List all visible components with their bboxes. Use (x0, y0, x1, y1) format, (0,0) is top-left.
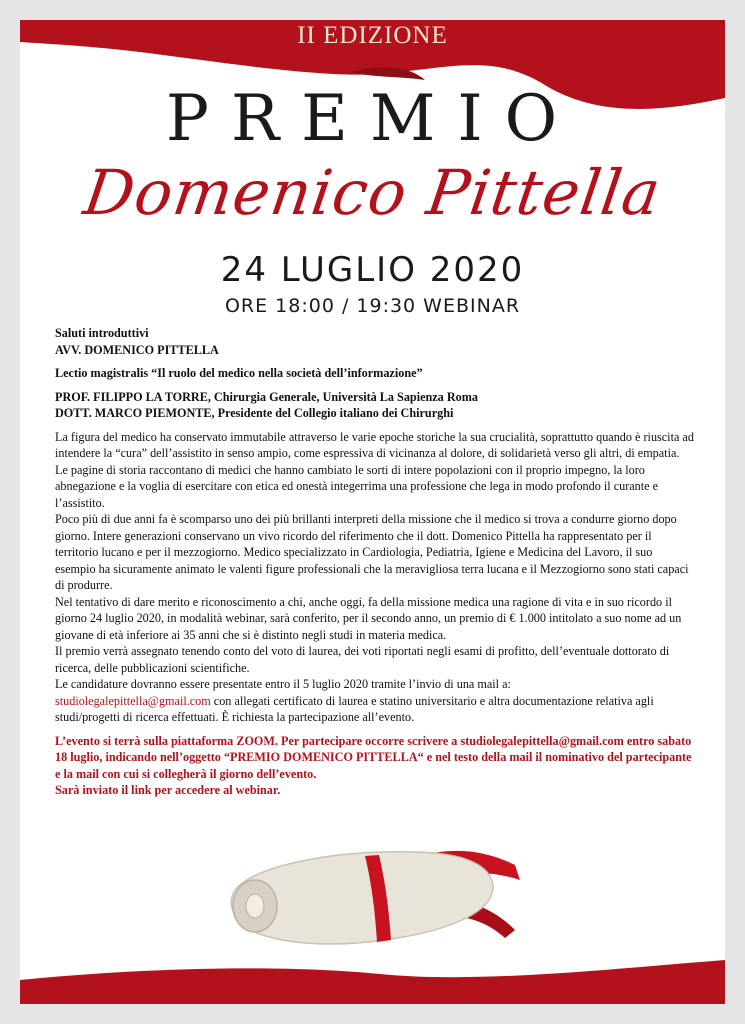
paragraph-3: Poco più di due anni fa è scomparso uno dei più brillanti interpreti della missione che il medico si trova a condurre giorno dopo giorno. Intere generazioni conservano un vivo ricordo del riferimento che il dott. Domenico Pittella ha rappresentato per il territorio lucano e per il mezzogiorno. Medico specializzato in Cardiologia, Pediatria, Igiene e Medicina del Lavoro, il suo esempio ha sicuramente animato le valenti figure professionali che la meravigliosa terra lucana e il Mezzogiorno sono stati capaci di produrre. (55, 512, 689, 592)
zoom-notice: L’evento si terrà sulla piattaforma ZOOM. Per partecipare occorre scrivere a studiolegalepittella@gmail.com entro sabato 18 luglio, indicando nell’oggetto “PREMIO DOMENICO PITTELLA“ e nel testo della mail il nominativo del partecipante e la mail con cui si collegherà il giorno dell’evento. (55, 733, 692, 781)
paragraph-1: La figura del medico ha conservato immutabile attraverso le varie epoche storiche la sua crucialità, soprattutto quando è riuscita ad intendere la “cura” dell’assistito in senso ampio, come espressiva di vicinanza al dolore, di solidarietà verso gli altri, di empatia. (55, 429, 694, 460)
page-title: PREMIO (165, 82, 580, 156)
speaker-2-name: DOTT. MARCO PIEMONTE (55, 406, 212, 420)
greetings-label: Saluti introduttivi (55, 326, 149, 340)
paragraph-4: Nel tentativo di dare merito e riconoscimento a chi, anche oggi, fa della missione medica una ragione di vita e in suo ricordo il giorno 24 luglio 2020, in modalità webinar, sarà conferito, per il secondo anno, un premio di € 1.000 intitolato a suo nome ad un giovane di età inferiore ai 35 anni che si è distinto negli studi in materia medica. (55, 594, 682, 642)
webinar-link-notice: Sarà inviato il link per accedere al webinar. (55, 783, 281, 797)
paragraph-7 (55, 693, 695, 726)
event-time: ORE 18:00 / 19:30 WEBINAR (224, 295, 521, 317)
bottom-banner-shape (20, 960, 725, 1004)
event-date: 24 LUGLIO 2020 (220, 250, 525, 290)
speaker-1: PROF. FILIPPO LA TORRE, Chirurgia Generale, Università La Sapienza Roma (55, 389, 478, 404)
speaker-2 (55, 405, 695, 422)
lectio-title: Lectio magistralis “Il ruolo del medico nella società dell’informazione” (55, 366, 423, 380)
speaker-2-role: , Presidente del Collegio italiano dei Chirurghi (211, 406, 454, 420)
diploma-scroll-image (215, 810, 535, 960)
paragraph-2: Le pagine di storia raccontano di medici che hanno cambiato le sorti di intere popolazioni con il proprio impegno, la loro abnegazione e la voglia di esercitare con etica ed onestà integerrima una professione che lega in modo profondo il curante e l’assistito. (55, 462, 659, 510)
edition-label: II EDIZIONE (297, 22, 448, 49)
paragraph-6: Le candidature dovranno essere presentate entro il 5 luglio 2020 tramite l’invio di una mail a: (55, 677, 511, 691)
paragraph-7-text: con allegati certificato di laurea e statino universitario e altra documentazione relativa agli studi/progetti di ricerca effettuati. È richiesta la partecipazione all’evento. (55, 693, 654, 724)
greetings-speaker: AVV. DOMENICO PITTELLA (55, 342, 219, 357)
contact-email[interactable]: studiolegalepittella@gmail.com (55, 693, 211, 708)
award-name: Domenico Pittella (79, 156, 666, 229)
content (55, 325, 695, 799)
poster (20, 20, 725, 1004)
bottom-banner (20, 960, 725, 1004)
paragraph-5: Il premio verrà assegnato tenendo conto del voto di laurea, dei voti riportati negli esami di profitto, dell’eventuale dottorato di ricerca, delle pubblicazioni scientifiche. (55, 644, 670, 675)
scroll-end-inner (246, 894, 264, 918)
